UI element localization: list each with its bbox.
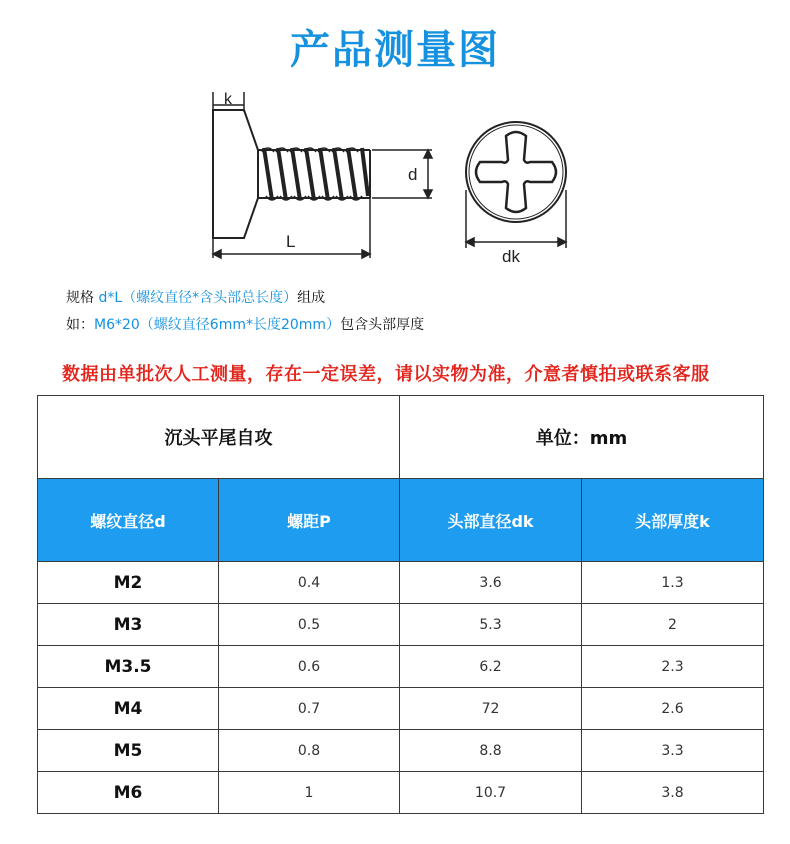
table-row xyxy=(38,772,764,814)
screw-side-view xyxy=(213,110,370,238)
cell-pitch: 0.4 xyxy=(219,562,400,604)
spec-line-2-suffix: 包含头部厚度 xyxy=(340,317,425,333)
table-row xyxy=(38,688,764,730)
cell-dk: 6.2 xyxy=(400,646,582,688)
cell-dk: 72 xyxy=(400,688,582,730)
table-row xyxy=(38,730,764,772)
label-L: L xyxy=(286,232,296,251)
cell-k: 1.3 xyxy=(582,562,764,604)
label-d: d xyxy=(408,165,418,184)
screw-head-top-view xyxy=(466,122,566,222)
table-title-row xyxy=(38,396,764,479)
cell-k: 2.3 xyxy=(582,646,764,688)
cell-size: M4 xyxy=(38,688,219,730)
spec-line-1-highlight: d*L（螺纹直径*含头部总长度） xyxy=(98,290,298,306)
cell-k: 2.6 xyxy=(582,688,764,730)
unit-cell: 单位：mm xyxy=(400,396,764,479)
spec-line-1-suffix: 组成 xyxy=(297,290,326,306)
cell-dk: 10.7 xyxy=(400,772,582,814)
spec-line-2-highlight: M6*20（螺纹直径6mm*长度20mm） xyxy=(94,317,341,333)
cell-size: M2 xyxy=(38,562,219,604)
screw-measurement-diagram xyxy=(0,0,790,280)
cell-pitch: 0.5 xyxy=(219,604,400,646)
table-row xyxy=(38,646,764,688)
spec-line-1-prefix: 规格 xyxy=(66,290,99,306)
table-header-row xyxy=(38,479,764,562)
page-title: 产品测量图 xyxy=(290,27,500,73)
spec-line-2-prefix: 如： xyxy=(66,317,94,333)
table-row xyxy=(38,562,764,604)
cell-size: M6 xyxy=(38,772,219,814)
cell-size: M3.5 xyxy=(38,646,219,688)
spec-line-1 xyxy=(66,287,325,307)
cell-pitch: 1 xyxy=(219,772,400,814)
product-name-cell: 沉头平尾自攻 xyxy=(38,396,400,479)
header-head-thickness: 头部厚度k xyxy=(582,479,764,562)
header-thread-diameter: 螺纹直径d xyxy=(38,479,219,562)
warning-text: 数据由单批次人工测量，存在一定误差，请以实物为准，介意者慎拍或联系客服 xyxy=(62,364,710,385)
cell-size: M5 xyxy=(38,730,219,772)
cell-k: 3.3 xyxy=(582,730,764,772)
cell-pitch: 0.7 xyxy=(219,688,400,730)
cell-pitch: 0.8 xyxy=(219,730,400,772)
cell-dk: 3.6 xyxy=(400,562,582,604)
label-k: k xyxy=(224,91,232,108)
header-head-diameter: 头部直径dk xyxy=(400,479,582,562)
spec-line-2 xyxy=(66,314,424,334)
header-pitch: 螺距P xyxy=(219,479,400,562)
cell-k: 2 xyxy=(582,604,764,646)
spec-table xyxy=(37,395,764,814)
cell-k: 3.8 xyxy=(582,772,764,814)
cell-dk: 5.3 xyxy=(400,604,582,646)
cell-dk: 8.8 xyxy=(400,730,582,772)
table-row xyxy=(38,604,764,646)
dimension-lines xyxy=(213,92,566,258)
cell-size: M3 xyxy=(38,604,219,646)
cell-pitch: 0.6 xyxy=(219,646,400,688)
label-dk: dk xyxy=(502,247,520,266)
